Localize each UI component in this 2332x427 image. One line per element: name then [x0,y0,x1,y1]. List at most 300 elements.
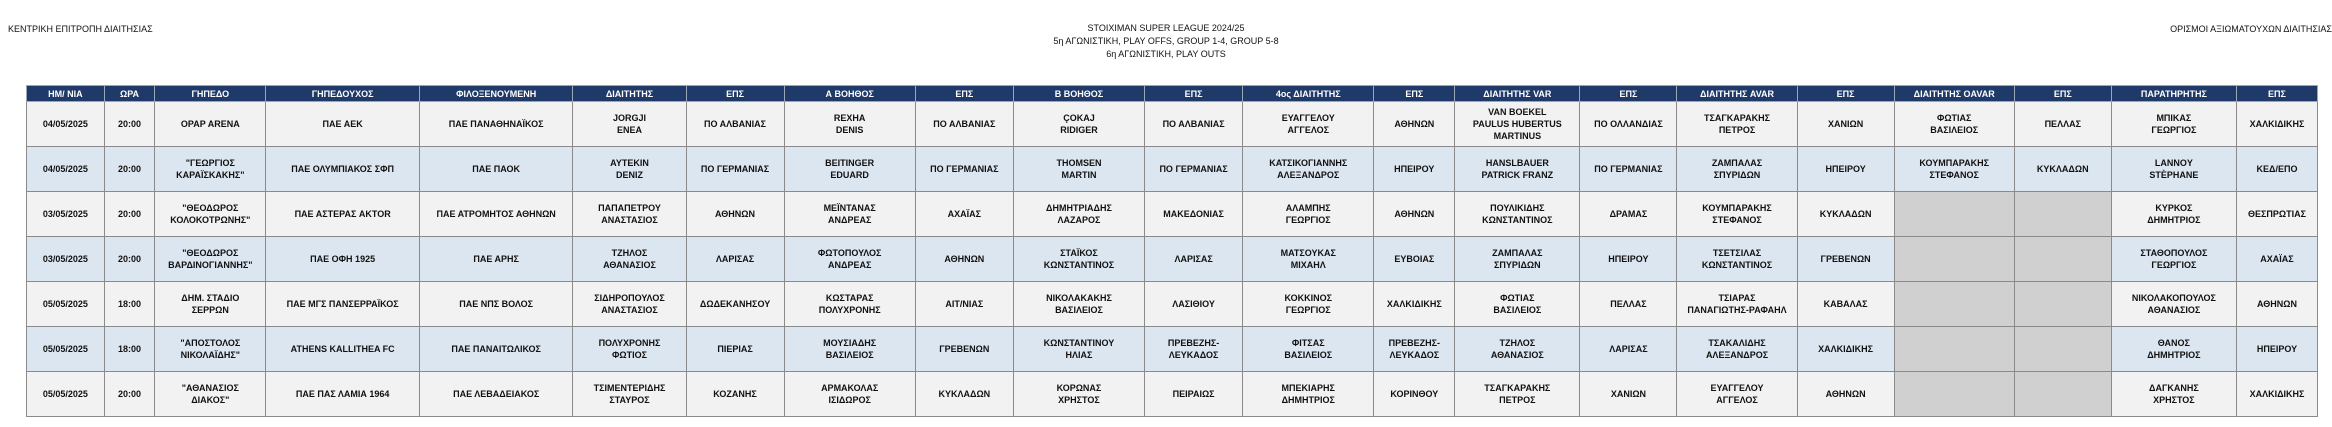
table-cell [573,237,686,282]
cell-text: ΠΙΕΡΙΑΣ [717,344,753,354]
table-cell [686,102,784,147]
cell-text: ΠΑΕ ΑΕΚ [322,119,363,129]
table-cell [1243,237,1374,282]
table-cell [155,102,266,147]
committee-title: ΚΕΝΤΡΙΚΗ ΕΠΙΤΡΟΠΗ ΔΙΑΙΤΗΣΙΑΣ [8,24,153,34]
cell-text: ΚΕΔ/ΕΠΟ [2256,164,2298,174]
table-row [27,102,2318,147]
table-cell [1374,192,1455,237]
table-cell [1797,237,1894,282]
cell-text: ΜΑΚΕΔΟΝΙΑΣ [1163,209,1224,219]
table-cell [573,372,686,417]
table-cell [104,192,155,237]
table-cell [266,282,420,327]
cell-text: ΧΑΛΚΙΔΙΚΗΣ [1818,344,1874,354]
cell-text: 18:00 [118,344,142,354]
table-cell [915,327,1013,372]
cell-text: ΠΟΥΛΙΚΙΔΗΣ ΚΩΝΣΤΑΝΤΙΝΟΣ [1482,203,1553,225]
cell-text: ΠΡΕΒΕΖΗΣ- ΛΕΥΚΑΔΟΣ [1388,338,1440,360]
table-cell [419,147,573,192]
table-cell [1797,102,1894,147]
table-cell [2014,192,2111,237]
cell-text: ΝΙΚΟΛΑΚΑΚΗΣ ΒΑΣΙΛΕΙΟΣ [1046,293,1112,315]
table-cell [2237,102,2318,147]
table-cell [1455,282,1580,327]
table-cell [573,327,686,372]
table-cell [27,282,105,327]
cell-text: ΠΟ ΑΛΒΑΝΙΑΣ [704,119,767,129]
cell-text: 20:00 [118,209,142,219]
table-cell [1677,282,1797,327]
column-header: ΔΙΑΙΤΗΤΗΣ VAR [1455,86,1580,102]
table-cell [2014,237,2111,282]
cell-text: ΣΤΑΪΚΟΣ ΚΩΝΣΤΑΝΤΙΝΟΣ [1043,248,1115,270]
cell-text: ΣΙΔΗΡΟΠΟΥΛΟΣ ΑΝΑΣΤΑΣΙΟΣ [594,293,665,315]
cell-text: ΝΙΚΟΛΑΚΟΠΟΥΛΟΣ ΑΘΑΝΑΣΙΟΣ [2131,293,2216,315]
table-cell [915,192,1013,237]
table-cell [1894,102,2014,147]
cell-text: ΚΩΝΣΤΑΝΤΙΝΟΥ ΗΛΙΑΣ [1043,338,1115,360]
column-header: ΔΙΑΙΤΗΤΗΣ [573,86,686,102]
column-header: Β ΒΟΗΘΟΣ [1013,86,1144,102]
cell-text: ΔΑΓΚΑΝΗΣ ΧΡΗΣΤΟΣ [2149,383,2199,405]
table-row [27,192,2318,237]
table-cell [686,192,784,237]
table-cell [686,327,784,372]
cell-text: ΜΠΕΚΙΑΡΗΣ ΔΗΜΗΤΡΙΟΣ [1281,383,1335,405]
table-cell [104,102,155,147]
cell-text: 05/05/2025 [42,299,88,309]
cell-text: 03/05/2025 [42,254,88,264]
table-cell [1374,327,1455,372]
header-row [27,86,2318,102]
cell-text: ΠΑΕ ΛΕΒΑΔΕΙΑΚΟΣ [453,389,540,399]
cell-text: ΠΑΕ ΠΑΝΑΘΗΝΑΪΚΟΣ [448,119,544,129]
table-cell [2014,372,2111,417]
table-cell [266,327,420,372]
cell-text: ΓΡΕΒΕΝΩΝ [939,344,990,354]
table-cell [155,237,266,282]
table-cell [104,147,155,192]
cell-text: ΛΑΡΙΣΑΣ [1174,254,1213,264]
column-header: ΕΠΣ [686,86,784,102]
cell-text: ΛΑΣΙΘΙΟΥ [1172,299,1215,309]
cell-text: ΔΡΑΜΑΣ [1609,209,1648,219]
table-cell [686,237,784,282]
table-cell [1013,372,1144,417]
table-cell [1580,192,1677,237]
table-cell [104,237,155,282]
cell-text: ΔΩΔΕΚΑΝΗΣΟΥ [699,299,771,309]
table-cell [419,192,573,237]
cell-text: ΜΑΤΣΟΥΚΑΣ ΜΙΧΑΗΛ [1280,248,1336,270]
table-cell [27,372,105,417]
table-cell [1894,237,2014,282]
cell-text: ΦΩΤΙΑΣ ΒΑΣΙΛΕΙΟΣ [1493,293,1542,315]
cell-text: ΑΘΗΝΩΝ [1825,389,1866,399]
cell-text: ΚΟΚΚΙΝΟΣ ΓΕΩΡΓΙΟΣ [1284,293,1332,315]
cell-text: 18:00 [118,299,142,309]
cell-text: ΠΑΕ ΑΡΗΣ [473,254,519,264]
table-row [27,147,2318,192]
cell-text: 05/05/2025 [42,344,88,354]
table-cell [1455,102,1580,147]
cell-text: ΚΥΚΛΑΔΩΝ [1819,209,1872,219]
table-cell [784,147,915,192]
cell-text: ΠΑΕ ΑΤΡΟΜΗΤΟΣ ΑΘΗΝΩΝ [436,209,556,219]
cell-text: ΑΘΗΝΩΝ [2257,299,2297,309]
table-cell [155,192,266,237]
table-cell [1013,327,1144,372]
table-cell [1455,192,1580,237]
table-cell [266,192,420,237]
cell-text: 04/05/2025 [42,119,88,129]
cell-text: ΕΥΑΓΓΕΛΟΥ ΑΓΓΕΛΟΣ [1281,113,1335,135]
cell-text: ΗΠΕΙΡΟΥ [1825,164,1866,174]
table-cell [1145,282,1243,327]
table-cell [27,102,105,147]
table-cell [1374,372,1455,417]
table-cell [2111,102,2236,147]
cell-text: ΔΗΜΗΤΡΙΑΔΗΣ ΛΑΖΑΡΟΣ [1046,203,1112,225]
cell-text: ΑΡΜΑΚΟΛΑΣ ΙΣΙΔΩΡΟΣ [821,383,879,405]
competition-heading [0,22,2332,61]
table-cell [1145,372,1243,417]
table-cell [573,192,686,237]
cell-text: ΠΑΕ ΑΣΤΕΡΑΣ AKTOR [294,209,391,219]
table-cell [1243,327,1374,372]
table-cell [2014,147,2111,192]
cell-text: ΠΟ ΟΛΛΑΝΔΙΑΣ [1594,119,1663,129]
table-cell [686,147,784,192]
table-cell [784,282,915,327]
table-cell [155,147,266,192]
table-cell [1797,147,1894,192]
table-cell [1677,327,1797,372]
column-header: ΕΠΣ [1797,86,1894,102]
table-cell [1013,237,1144,282]
table-cell [1894,372,2014,417]
cell-text: ΚΑΤΣΙΚΟΓΙΑΝΝΗΣ ΑΛΕΞΑΝΔΡΟΣ [1269,158,1348,180]
table-cell [686,282,784,327]
table-cell [27,192,105,237]
table-cell [419,237,573,282]
cell-text: ΠΟ ΓΕΡΜΑΝΙΑΣ [1594,164,1663,174]
table-cell [2111,192,2236,237]
table-row [27,282,2318,327]
cell-text: ΠΟ ΓΕΡΜΑΝΙΑΣ [1159,164,1228,174]
table-cell [266,102,420,147]
table-cell [155,372,266,417]
cell-text: ΖΑΜΠΑΛΑΣ ΣΠΥΡΙΔΩΝ [1711,158,1763,180]
cell-text: ΤΣΙΑΡΑΣ ΠΑΝΑΓΙΩΤΗΣ-ΡΑΦΑΗΛ [1687,293,1787,315]
table-cell [915,147,1013,192]
table-cell [104,327,155,372]
cell-text: ΔΗΜ. ΣΤΑΔΙΟ ΣΕΡΡΩΝ [181,293,240,315]
table-cell [1145,102,1243,147]
column-header: ΕΠΣ [1580,86,1677,102]
table-cell [915,282,1013,327]
table-cell [2111,372,2236,417]
table-cell [1894,147,2014,192]
table-cell [1677,192,1797,237]
cell-text: ΤΖΗΛΟΣ ΑΘΑΝΑΣΙΟΣ [1490,338,1544,360]
table-cell [915,102,1013,147]
table-cell [1455,372,1580,417]
table-cell [784,327,915,372]
column-header: Α ΒΟΗΘΟΣ [784,86,915,102]
column-header: ΔΙΑΙΤΗΤΗΣ OAVAR [1894,86,2014,102]
table-row [27,237,2318,282]
cell-text: VAN BOEKEL PAULUS HUBERTUS MARTINUS [1472,107,1562,141]
cell-text: ΠΑΕ ΝΠΣ ΒΟΛΟΣ [459,299,534,309]
table-cell [1797,327,1894,372]
cell-text: ΤΣΑΓΚΑΡΑΚΗΣ ΠΕΤΡΟΣ [1484,383,1551,405]
cell-text: 05/05/2025 [42,389,88,399]
table-cell [1677,372,1797,417]
table-cell [1580,282,1677,327]
table-cell [1894,192,2014,237]
cell-text: ΑΙΤ/ΝΙΑΣ [945,299,984,309]
column-header: ΓΗΠΕΔΟ [155,86,266,102]
cell-text: ΓΡΕΒΕΝΩΝ [1820,254,1871,264]
column-header: ΔΙΑΙΤΗΤΗΣ AVAR [1677,86,1797,102]
table-cell [1145,147,1243,192]
table-cell [1580,147,1677,192]
column-header: ΕΠΣ [2237,86,2318,102]
cell-text: ΗΠΕΙΡΟΥ [1608,254,1649,264]
table-cell [784,237,915,282]
table-cell [2014,102,2111,147]
cell-text: ΤΣΕΤΣΙΛΑΣ ΚΩΝΣΤΑΝΤΙΝΟΣ [1701,248,1773,270]
column-header: ΠΑΡΑΤΗΡΗΤΗΣ [2111,86,2236,102]
cell-text: ΑΘΗΝΩΝ [1394,209,1435,219]
column-header: ΕΠΣ [1374,86,1455,102]
table-cell [104,372,155,417]
cell-text: ATHENS KALLITHEA FC [290,344,395,354]
cell-text: ΘΑΝΟΣ ΔΗΜΗΤΡΙΟΣ [2147,338,2201,360]
cell-text: ΠΑΕ ΠΑΝΑΙΤΩΛΙΚΟΣ [451,344,541,354]
table-cell [1013,147,1144,192]
column-header: ΕΠΣ [915,86,1013,102]
table-cell [419,282,573,327]
table-cell [266,147,420,192]
cell-text: ΤΣΑΓΚΑΡΑΚΗΣ ΠΕΤΡΟΣ [1704,113,1771,135]
cell-text: ΜΕΪΝΤΑΝΑΣ ΑΝΔΡΕΑΣ [823,203,876,225]
table-cell [1374,147,1455,192]
cell-text: ΠΑΠΑΠΕΤΡΟΥ ΑΝΑΣΤΑΣΙΟΣ [598,203,661,225]
cell-text: ΠΟ ΑΛΒΑΝΙΑΣ [933,119,996,129]
cell-text: BEITINGER EDUARD [825,158,875,180]
table-row [27,372,2318,417]
cell-text: ΠΡΕΒΕΖΗΣ- ΛΕΥΚΑΔΟΣ [1167,338,1220,360]
table-cell [1145,192,1243,237]
table-cell [2014,327,2111,372]
cell-text: ΑΧΑΪΑΣ [947,209,982,219]
table-cell [104,282,155,327]
table-cell [1677,237,1797,282]
cell-text: ΗΠΕΙΡΟΥ [2256,344,2298,354]
cell-text: ΠΕΛΛΑΣ [1610,299,1647,309]
table-cell [155,327,266,372]
cell-text: 04/05/2025 [42,164,88,174]
table-cell [1580,102,1677,147]
cell-text: AYTEKIN DENIZ [610,158,649,180]
table-cell [1374,237,1455,282]
cell-text: ΕΥΑΓΓΕΛΟΥ ΑΓΓΕΛΟΣ [1710,383,1764,405]
cell-text: ΧΑΛΚΙΔΙΚΗΣ [1386,299,1442,309]
cell-text: ΜΟΥΣΙΑΔΗΣ ΒΑΣΙΛΕΙΟΣ [823,338,877,360]
cell-text: ΚΥΚΛΑΔΩΝ [2036,164,2089,174]
table-cell [573,147,686,192]
cell-text: 20:00 [118,119,142,129]
table-cell [2014,282,2111,327]
table-cell [1243,192,1374,237]
cell-text: ΚΟΥΜΠΑΡΑΚΗΣ ΣΤΕΦΑΝΟΣ [1702,203,1772,225]
cell-text: REXHA DENIS [833,113,866,135]
cell-text: ΠΕΛΛΑΣ [2044,119,2081,129]
cell-text: ΚΥΚΛΑΔΩΝ [938,389,991,399]
table-cell [1894,282,2014,327]
cell-text: "ΑΠΟΣΤΟΛΟΣ ΝΙΚΟΛΑΪΔΗΣ" [180,338,241,360]
table-cell [1243,102,1374,147]
table-cell [2237,282,2318,327]
table-cell [1797,372,1894,417]
cell-text: ΤΣΙΜΕΝΤΕΡΙΔΗΣ ΣΤΑΥΡΟΣ [593,383,666,405]
column-header: ΓΗΠΕΔΟΥΧΟΣ [266,86,420,102]
table-cell [419,327,573,372]
table-cell [1455,327,1580,372]
cell-text: ΠΟ ΓΕΡΜΑΝΙΑΣ [700,164,770,174]
cell-text: ΦΙΤΣΑΣ ΒΑΣΙΛΕΙΟΣ [1284,338,1333,360]
cell-text: ΜΠΙΚΑΣ ΓΕΩΡΓΙΟΣ [2151,113,2197,135]
table-cell [27,327,105,372]
table-row [27,327,2318,372]
cell-text: ΣΤΑΘΟΠΟΥΛΟΣ ΓΕΩΡΓΙΟΣ [2140,248,2208,270]
table-cell [1580,372,1677,417]
table-cell [1580,237,1677,282]
cell-text: ΚΟΥΜΠΑΡΑΚΗΣ ΣΤΕΦΑΝΟΣ [1919,158,1989,180]
table-cell [1580,327,1677,372]
cell-text: LANNOY STÈPHANE [2149,158,2199,180]
cell-text: "ΘΕΟΔΩΡΟΣ ΚΟΛΟΚΟΤΡΩΝΗΣ" [170,203,251,225]
cell-text: ΦΩΤΟΠΟΥΛΟΣ ΑΝΔΡΕΑΣ [817,248,882,270]
table-cell [1243,372,1374,417]
cell-text: ΚΟΡΙΝΘΟΥ [1390,389,1439,399]
document-title: ΟΡΙΣΜΟΙ ΑΞΙΩΜΑΤΟΥΧΩΝ ΔΙΑΙΤΗΣΙΑΣ [2170,24,2332,34]
table-cell [686,372,784,417]
round-line: 6η ΑΓΩΝΙΣΤΙΚΗ, PLAY OUTS [1106,49,1226,59]
cell-text: ΧΑΝΙΩΝ [1828,119,1864,129]
table-cell [266,372,420,417]
table-cell [1013,282,1144,327]
column-header: ΕΠΣ [2014,86,2111,102]
table-cell [1243,147,1374,192]
table-cell [419,372,573,417]
cell-text: 20:00 [118,164,142,174]
column-header: ΩΡΑ [104,86,155,102]
cell-text: ΚΟΡΩΝΑΣ ΧΡΗΣΤΟΣ [1056,383,1102,405]
column-header: ΦΙΛΟΞΕΝΟΥΜΕΝΗ [419,86,573,102]
table-cell [915,237,1013,282]
table-cell [1677,102,1797,147]
cell-text: ΠΑΕ ΟΛΥΜΠΙΑΚΟΣ ΣΦΠ [291,164,394,174]
cell-text: ÇOKAJ RIDIGER [1060,113,1098,135]
cell-text: ΚΟΖΑΝΗΣ [713,389,757,399]
table-cell [1894,327,2014,372]
table-cell [573,282,686,327]
cell-text: 20:00 [118,254,142,264]
table-cell [1013,192,1144,237]
table-cell [2237,372,2318,417]
cell-text: 20:00 [118,389,142,399]
cell-text: ΧΑΛΚΙΔΙΚΗΣ [2249,119,2305,129]
table-cell [573,102,686,147]
cell-text: ΚΥΡΚΟΣ ΔΗΜΗΤΡΙΟΣ [2147,203,2201,225]
cell-text: ΑΘΗΝΩΝ [1394,119,1435,129]
cell-text: ΧΑΝΙΩΝ [1610,389,1647,399]
cell-text: ΕΥΒΟΙΑΣ [1394,254,1435,264]
cell-text: ΠΑΕ ΠΑΟΚ [472,164,521,174]
table-cell [2111,237,2236,282]
cell-text: "ΓΕΩΡΓΙΟΣ ΚΑΡΑΪΣΚΑΚΗΣ" [176,158,245,180]
table-cell [27,237,105,282]
table-cell [2237,147,2318,192]
table-cell [155,282,266,327]
table-cell [419,102,573,147]
cell-text: "ΘΕΟΔΩΡΟΣ ΒΑΡΔΙΝΟΓΙΑΝΝΗΣ" [168,248,253,270]
cell-text: ΑΘΗΝΩΝ [944,254,985,264]
cell-text: ΤΖΗΛΟΣ ΑΘΑΝΑΣΙΟΣ [603,248,656,270]
cell-text: 03/05/2025 [42,209,88,219]
cell-text: JORGJI ENEA [612,113,646,135]
cell-text: ΠΕΙΡΑΙΩΣ [1172,389,1215,399]
table-cell [2111,147,2236,192]
cell-text: ΑΛΑΜΠΗΣ ΓΕΩΡΓΙΟΣ [1285,203,1331,225]
table-cell [1145,327,1243,372]
table-cell [2111,327,2236,372]
table-cell [784,372,915,417]
competition-line: STOIXIMAN SUPER LEAGUE 2024/25 [1087,23,1245,33]
assignments-table [26,85,2318,417]
column-header: ΕΠΣ [1145,86,1243,102]
cell-text: ΦΩΤΙΑΣ ΒΑΣΙΛΕΙΟΣ [1930,113,1979,135]
table-cell [2111,282,2236,327]
cell-text: ΘΕΣΠΡΩΤΙΑΣ [2247,209,2307,219]
table-cell [2237,192,2318,237]
table-cell [1374,282,1455,327]
table-cell [784,102,915,147]
cell-text: ΠΟ ΑΛΒΑΝΙΑΣ [1162,119,1225,129]
table-cell [27,147,105,192]
cell-text: ΖΑΜΠΑΛΑΣ ΣΠΥΡΙΔΩΝ [1492,248,1543,270]
cell-text: ΠΟ ΓΕΡΜΑΝΙΑΣ [930,164,999,174]
cell-text: ΚΑΒΑΛΑΣ [1823,299,1868,309]
table-cell [2237,327,2318,372]
cell-text: ΛΑΡΙΣΑΣ [715,254,755,264]
table-cell [266,237,420,282]
cell-text: ΠΑΕ ΜΓΣ ΠΑΝΣΕΡΡΑΪΚΟΣ [286,299,399,309]
cell-text: ΤΣΑΚΑΛΙΔΗΣ ΑΛΕΞΑΝΔΡΟΣ [1705,338,1769,360]
cell-text: HANSLBAUER PATRICK FRANZ [1481,158,1554,180]
table-cell [1455,147,1580,192]
table-cell [915,372,1013,417]
table-cell [1455,237,1580,282]
column-header: 4ος ΔΙΑΙΤΗΤΗΣ [1243,86,1374,102]
cell-text: ΛΑΡΙΣΑΣ [1609,344,1648,354]
cell-text: ΠΟΛΥΧΡΟΝΗΣ ΦΩΤΙΟΣ [598,338,661,360]
table-cell [1374,102,1455,147]
